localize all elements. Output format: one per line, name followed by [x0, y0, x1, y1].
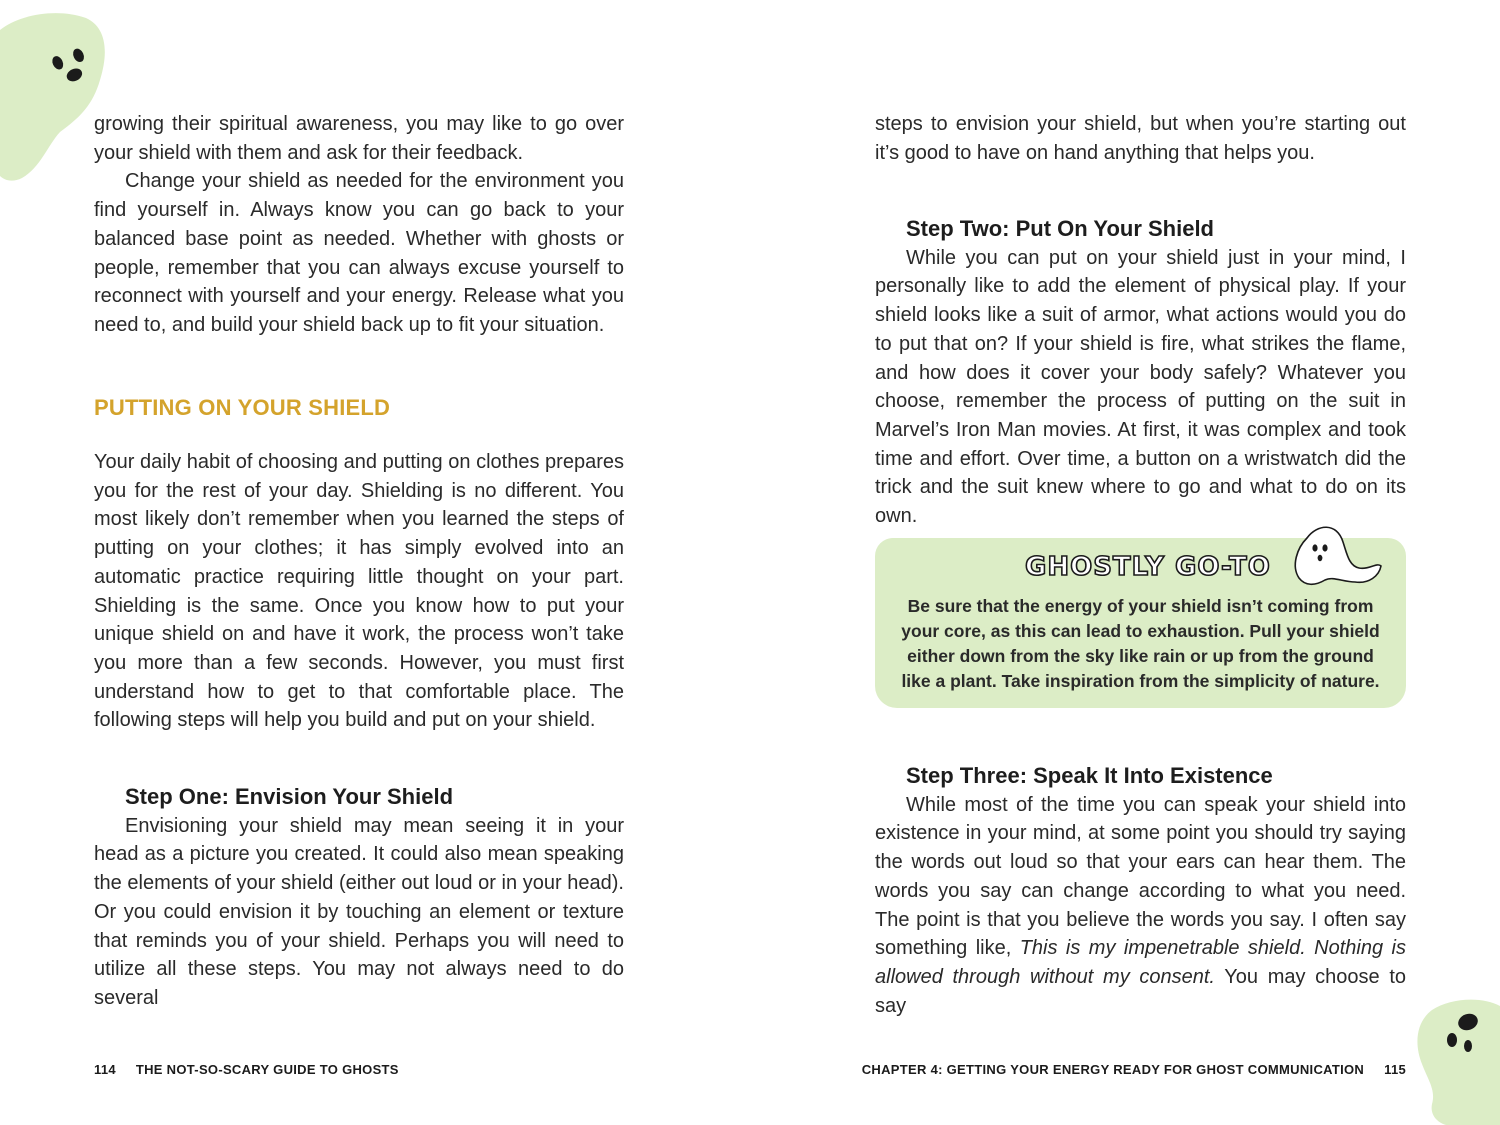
step-one-block	[94, 783, 624, 1013]
callout-title: GHOSTLY GO-TO	[1025, 552, 1271, 582]
left-section-text	[94, 448, 624, 735]
paragraph-text: While most of the time you can speak your shield into existence in your mind, at some point you should try saying the words out loud so that your ears can hear them. The words you say can change according to what you need. The point is that you believe the words you say. I often say something like,	[875, 793, 1406, 960]
paragraph	[875, 791, 1406, 1021]
step-two-block	[875, 215, 1406, 531]
right-intro-text	[875, 110, 1406, 167]
section-heading: PUTTING ON YOUR SHIELD	[94, 395, 391, 420]
paragraph: growing their spiritual awareness, you may like to go over your shield with them and ask for their feedback.	[94, 113, 624, 164]
left-top-text	[94, 110, 624, 340]
right-page	[750, 0, 1500, 1125]
step-three-heading: Step Three: Speak It Into Existence	[906, 763, 1273, 788]
book-title: THE NOT-SO-SCARY GUIDE TO GHOSTS	[135, 1062, 399, 1077]
paragraph: steps to envision your shield, but when you’re starting out it’s good to have on hand anything that helps you.	[875, 113, 1406, 164]
paragraph: Change your shield as needed for the environment you find yourself in. Always know you can go back to your balanced base point as needed. Whether with ghosts or people, remember that you can always excuse yourself to reconnect with yourself and your energy. Release what you need to, and build your shield back up to fit your situation.	[94, 170, 624, 336]
page-footer-right	[862, 1062, 1406, 1077]
ghost-corner-bottom-right-icon	[1412, 998, 1500, 1125]
page-number: 114	[94, 1062, 116, 1077]
callout-body: Be sure that the energy of your shield isn’t coming from your core, as this can lead to exhaustion. Pull your shield either down from the sky like rain or up from the ground like a plant. Take inspiration from the simplicity of nature.	[901, 596, 1380, 691]
paragraph: Envisioning your shield may mean seeing it in your head as a picture you created. It could also mean speaking the elements of your shield (either out loud or in your head). Or you could envision it by touching an element or texture that reminds you of your shield. Perhaps you will need to utilize all these steps. You may not always need to do several	[94, 814, 624, 1009]
step-three-block	[875, 762, 1406, 1020]
page-number: 115	[1384, 1062, 1406, 1077]
step-two-heading: Step Two: Put On Your Shield	[906, 216, 1214, 241]
paragraph-text: You may choose to say	[875, 965, 1406, 1017]
chapter-title: CHAPTER 4: GETTING YOUR ENERGY READY FOR GHOST COMMUNICATION	[861, 1062, 1365, 1077]
italic-quote: This is my impenetrable shield. Nothing is allowed through without my consent.	[875, 937, 1406, 988]
paragraph: While you can put on your shield just in your mind, I personally like to add the element of physical play. If your shield looks like a suit of armor, what actions would you do to put that on? If your shield is fire, what strikes the flame, and how does it cover your body safely? Whatever you choose, remember the process of putting on the suit in Marvel’s Iron Man movies. At first, it was complex and took time and effort. Over time, a button on a wristwatch did the trick and the suit knew where to go and what to do on its own.	[875, 246, 1406, 528]
page-footer-left	[94, 1062, 399, 1077]
ghostly-go-to-callout	[875, 538, 1406, 708]
paragraph: Your daily habit of choosing and putting on clothes prepares you for the rest of your day. Shielding is no different. You most likely don’t remember when you learned the steps of putting on your clothes; it has simply evolved into an automatic practice requiring little thought on your part. Shielding is the same. Once you know how to put your unique shield on and have it work, the process won’t take you more than a few seconds. However, you must first understand how to get to that comfortable place. The following steps will help you build and put on your shield.	[94, 451, 624, 732]
step-one-heading: Step One: Envision Your Shield	[125, 784, 454, 809]
ghost-callout-icon	[1285, 518, 1385, 590]
